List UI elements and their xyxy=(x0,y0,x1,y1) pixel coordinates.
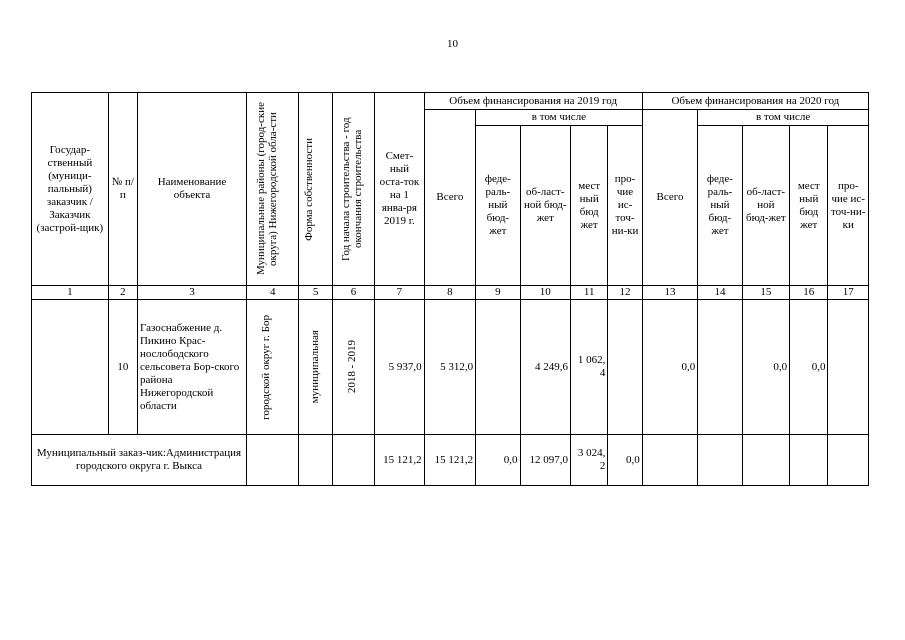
cell-other-2020 xyxy=(828,300,869,435)
column-number: 4 xyxy=(247,286,299,300)
cell-regional-2020: 0,0 xyxy=(742,300,789,435)
header-remaining: Смет-ный оста-ток на 1 янва-ря 2019 г. xyxy=(375,93,424,286)
header-fin-2019: Объем финансирования на 2019 год xyxy=(424,93,642,110)
cell-district xyxy=(247,300,299,435)
header-local-2019: мест ный бюд жет xyxy=(571,126,608,286)
header-num: № п/п xyxy=(108,93,137,286)
cell-local-2020: 0,0 xyxy=(790,300,828,435)
column-number: 7 xyxy=(375,286,424,300)
cell-customer xyxy=(32,300,109,435)
header-ownership xyxy=(299,93,332,286)
summary-cell-empty xyxy=(642,435,698,486)
header-total-2020: Всего xyxy=(642,110,698,286)
column-number: 15 xyxy=(742,286,789,300)
header-districts xyxy=(247,93,299,286)
summary-federal-2019: 0,0 xyxy=(476,435,520,486)
table-row xyxy=(32,300,869,435)
cell-regional-2019: 4 249,6 xyxy=(520,300,570,435)
header-customer: Государ-ственный (муници-пальный) заказчик / Заказчик (застрой-щик) xyxy=(32,93,109,286)
column-number: 8 xyxy=(424,286,475,300)
cell-total-2020: 0,0 xyxy=(642,300,698,435)
cell-years xyxy=(332,300,374,435)
column-number: 6 xyxy=(332,286,374,300)
header-federal-2019: феде-раль-ный бюд-жет xyxy=(476,126,520,286)
header-years-text: Год начала строительства - год окончания строительства xyxy=(340,117,365,261)
column-number: 13 xyxy=(642,286,698,300)
cell-local-2019: 1 062, 4 xyxy=(571,300,608,435)
header-other-2020: про-чие ис-точ-ни-ки xyxy=(828,126,869,286)
summary-remaining: 15 121,2 xyxy=(375,435,424,486)
header-local-2020: мест ный бюд жет xyxy=(790,126,828,286)
column-number: 17 xyxy=(828,286,869,300)
column-number: 5 xyxy=(299,286,332,300)
summary-cell-empty xyxy=(332,435,374,486)
summary-cell-empty xyxy=(828,435,869,486)
header-federal-2020: феде-раль-ный бюд-жет xyxy=(698,126,742,286)
summary-label: Муниципальный заказ-чик:Администрация городского округа г. Выкса xyxy=(32,435,247,486)
column-number: 10 xyxy=(520,286,570,300)
cell-total-2019: 5 312,0 xyxy=(424,300,475,435)
summary-cell-empty xyxy=(247,435,299,486)
column-number: 14 xyxy=(698,286,742,300)
financing-table xyxy=(31,92,869,486)
summary-other-2019: 0,0 xyxy=(608,435,642,486)
cell-federal-2019 xyxy=(476,300,520,435)
page-number: 10 xyxy=(447,38,458,50)
cell-other-2019 xyxy=(608,300,642,435)
header-other-2019: про-чие ис-точ-ни-ки xyxy=(608,126,642,286)
summary-cell-empty xyxy=(299,435,332,486)
header-districts-text: Муниципальные районы (город-ские округа) Нижегородской обла-сти xyxy=(254,102,279,276)
header-object-name: Наименование объекта xyxy=(137,93,246,286)
summary-cell-empty xyxy=(698,435,742,486)
column-number: 11 xyxy=(571,286,608,300)
header-regional-2020: об-ласт-ной бюд-жет xyxy=(742,126,789,286)
cell-federal-2020 xyxy=(698,300,742,435)
column-number: 16 xyxy=(790,286,828,300)
column-number: 9 xyxy=(476,286,520,300)
cell-years-text: 2018 - 2019 xyxy=(346,340,359,394)
cell-ownership-text: муниципальная xyxy=(308,330,321,404)
header-years xyxy=(332,93,374,286)
cell-object-name: Газоснабжение д. Пикино Крас-нослободского сельсовета Бор-ского района Нижегородской области xyxy=(137,300,246,435)
header-including-2019: в том числе xyxy=(476,110,643,126)
header-including-2020: в том числе xyxy=(698,110,869,126)
header-total-2019: Всего xyxy=(424,110,475,286)
column-number: 3 xyxy=(137,286,246,300)
summary-cell-empty xyxy=(742,435,789,486)
column-number: 2 xyxy=(108,286,137,300)
summary-regional-2019: 12 097,0 xyxy=(520,435,570,486)
column-number: 1 xyxy=(32,286,109,300)
summary-local-2019: 3 024, 2 xyxy=(571,435,608,486)
cell-remaining: 5 937,0 xyxy=(375,300,424,435)
summary-total-2019: 15 121,2 xyxy=(424,435,475,486)
header-ownership-text: Форма собственности xyxy=(302,137,315,241)
cell-district-text: городской округ г. Бор xyxy=(259,314,272,420)
header-regional-2019: об-ласт-ной бюд-жет xyxy=(520,126,570,286)
cell-num: 10 xyxy=(108,300,137,435)
cell-ownership xyxy=(299,300,332,435)
column-numbers-row xyxy=(32,286,869,300)
column-number: 12 xyxy=(608,286,642,300)
summary-cell-empty xyxy=(790,435,828,486)
summary-row xyxy=(32,435,869,486)
header-fin-2020: Объем финансирования на 2020 год xyxy=(642,93,868,110)
